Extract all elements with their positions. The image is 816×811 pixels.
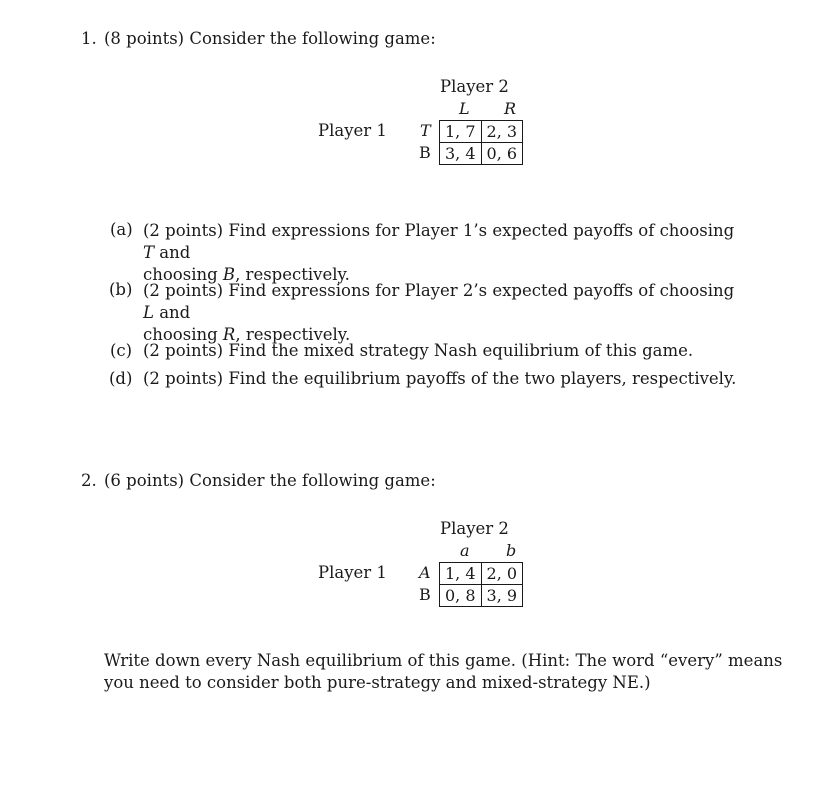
q1-part-d-text: (2 points) Find the equilibrium payoffs of the two players, respectively. <box>143 369 737 388</box>
q1-part-b-var2: R <box>222 325 236 344</box>
q2-matrix-row-A <box>440 563 523 585</box>
q1-part-a-mid: and <box>154 243 191 262</box>
q1-part-b-mid: and <box>153 303 191 322</box>
q2-row-label-B: B <box>419 585 431 604</box>
q1-player2-label: Player 2 <box>440 77 509 96</box>
q2-player1-label: Player 1 <box>318 563 387 582</box>
q1-part-a-var1: T <box>143 243 155 262</box>
q1-cell-B-L: 3, 4 <box>440 143 482 165</box>
q1-part-b-text <box>143 280 743 346</box>
q2-instruction-line1: Write down every Nash equilibrium of this game. (Hint: The word “every” means <box>104 651 783 670</box>
q1-row-label-T: T <box>420 121 431 140</box>
q2-cell-A-b: 2, 0 <box>481 563 523 585</box>
q2-instruction-line2: you need to consider both pure-strategy and mixed-strategy NE.) <box>104 673 651 692</box>
q1-part-c-text: (2 points) Find the mixed strategy Nash equilibrium of this game. <box>143 341 694 360</box>
q1-part-d-tag: (d) <box>109 369 133 388</box>
q1-payoff-matrix <box>439 120 523 165</box>
q1-part-a-tag: (a) <box>110 220 133 239</box>
q1-player1-label: Player 1 <box>318 121 387 140</box>
q1-part-a-line2-pre: choosing <box>143 265 223 284</box>
q2-cell-B-a: 0, 8 <box>440 585 482 607</box>
q1-col-label-R: R <box>504 99 517 118</box>
q2-row-label-A: A <box>419 563 431 582</box>
q1-part-b-post: , respectively. <box>235 325 351 344</box>
q1-part-a-text <box>143 220 743 286</box>
q2-matrix-row-B <box>440 585 523 607</box>
q1-matrix-row-T <box>440 121 523 143</box>
q2-payoff-matrix <box>439 562 523 607</box>
q2-heading: (6 points) Consider the following game: <box>104 471 436 490</box>
q1-number: 1. <box>81 29 97 48</box>
q1-cell-T-L: 1, 7 <box>440 121 482 143</box>
q2-cell-A-a: 1, 4 <box>440 563 482 585</box>
q1-part-b-tag: (b) <box>109 280 133 299</box>
q2-col-label-b: b <box>506 541 517 560</box>
q1-row-label-B: B <box>419 143 431 162</box>
q2-col-label-a: a <box>460 541 470 560</box>
q1-part-a-post: , respectively. <box>235 265 350 284</box>
q1-matrix-row-B <box>440 143 523 165</box>
q1-part-b-line2-pre: choosing <box>143 325 223 344</box>
q1-col-label-L: L <box>459 99 470 118</box>
q1-part-b-pre: (2 points) Find expressions for Player 2’s expected payoffs of choosing <box>143 281 735 300</box>
q1-part-a-var2: B <box>222 265 236 284</box>
q1-heading: (8 points) Consider the following game: <box>104 29 436 48</box>
q1-part-c-tag: (c) <box>110 341 133 360</box>
q1-cell-T-R: 2, 3 <box>481 121 523 143</box>
q2-number: 2. <box>81 471 97 490</box>
q1-cell-B-R: 0, 6 <box>481 143 523 165</box>
q1-part-a-pre: (2 points) Find expressions for Player 1’s expected payoffs of choosing <box>143 221 735 240</box>
q2-player2-label: Player 2 <box>440 519 509 538</box>
q1-part-b-var1: L <box>143 303 154 322</box>
q2-cell-B-b: 3, 9 <box>481 585 523 607</box>
